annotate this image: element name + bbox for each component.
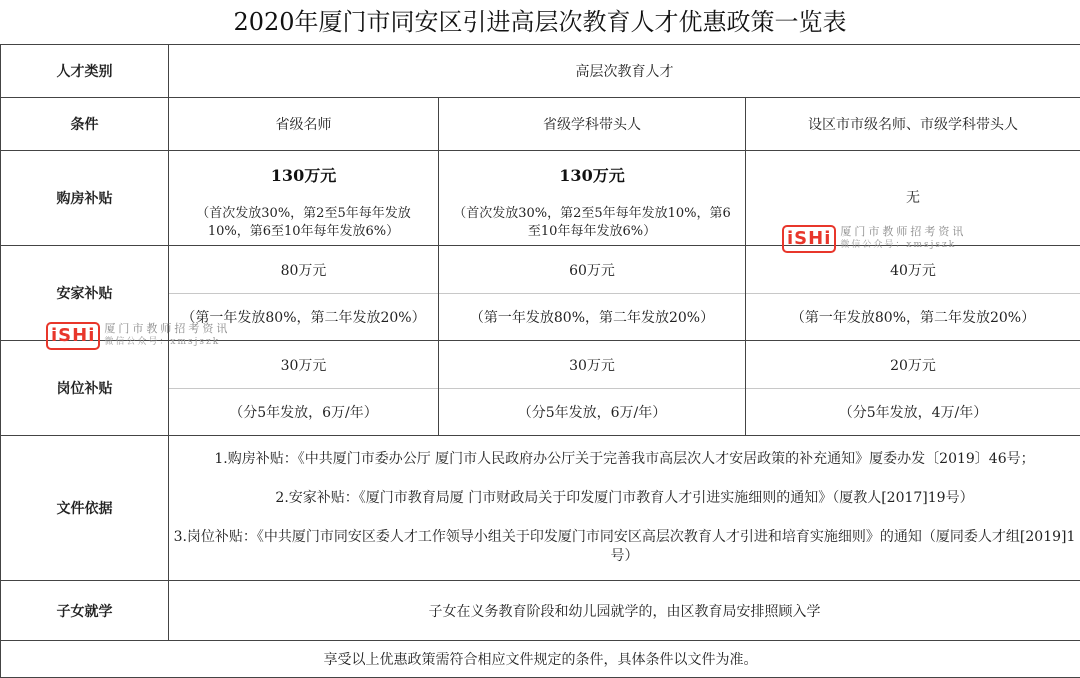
table-row-settle xyxy=(1,246,1080,341)
housing-amount: 130万元 xyxy=(439,165,745,187)
settle-label: 安家补贴 xyxy=(1,246,169,341)
watermark-line2: 微信公众号：xmsjszk xyxy=(840,239,966,251)
post-note: （分5年发放，6万/年） xyxy=(169,388,438,435)
table-row-housing xyxy=(1,151,1080,246)
housing-note: （首次发放30%，第2至5年每年发放10%，第6至10年每年发放6%） xyxy=(449,205,735,241)
condition-label: 条件 xyxy=(1,98,169,151)
table-row-documents xyxy=(1,436,1080,581)
document-item: 1.购房补贴：《中共厦门市委办公厅 厦门市人民政府办公厅关于完善我市高层次人才安居政策的补充通知》厦委办发〔2019〕46号； xyxy=(169,450,1080,469)
page-title: 2020年厦门市同安区引进高层次教育人才优惠政策一览表 xyxy=(0,0,1080,44)
documents-label: 文件依据 xyxy=(1,436,169,581)
table-row-children xyxy=(1,581,1080,641)
post-cell xyxy=(746,341,1080,436)
housing-note: （首次发放30%，第2至5年每年发放10%，第6至10年每年发放6%） xyxy=(179,205,428,241)
post-label: 岗位补贴 xyxy=(1,341,169,436)
post-amount: 30万元 xyxy=(439,341,745,389)
post-cell xyxy=(439,341,746,436)
condition-provincial-leader: 省级学科带头人 xyxy=(439,98,746,151)
table-row-condition xyxy=(1,98,1080,151)
post-note: （分5年发放，4万/年） xyxy=(746,388,1080,435)
settle-amount: 80万元 xyxy=(169,246,438,294)
housing-cell xyxy=(169,151,439,246)
watermark-logo: iSHi xyxy=(782,225,836,253)
children-label: 子女就学 xyxy=(1,581,169,641)
documents-cell xyxy=(169,436,1080,581)
settle-cell xyxy=(439,246,746,341)
settle-note: （第一年发放80%，第二年发放20%） xyxy=(169,293,438,340)
table-row-category xyxy=(1,45,1080,98)
settle-cell xyxy=(169,246,439,341)
settle-cell xyxy=(746,246,1080,341)
settle-note: （第一年发放80%，第二年发放20%） xyxy=(439,293,745,340)
condition-city-level: 设区市市级名师、市级学科带头人 xyxy=(746,98,1080,151)
policy-table xyxy=(0,44,1080,678)
housing-cell xyxy=(439,151,746,246)
watermark-line2: 微信公众号：xmsjszk xyxy=(104,336,230,348)
post-note: （分5年发放，6万/年） xyxy=(439,388,745,435)
document-item: 2.安家补贴：《厦门市教育局厦 门市财政局关于印发厦门市教育人才引进实施细则的通知》（厦教人[2017]19号） xyxy=(169,489,1080,508)
settle-amount: 60万元 xyxy=(439,246,745,294)
category-value: 高层次教育人才 xyxy=(169,45,1080,98)
watermark-logo: iSHi xyxy=(46,322,100,350)
condition-provincial-teacher: 省级名师 xyxy=(169,98,439,151)
housing-label: 购房补贴 xyxy=(1,151,169,246)
settle-note: （第一年发放80%，第二年发放20%） xyxy=(746,293,1080,340)
housing-none: 无 xyxy=(746,187,1080,207)
post-cell xyxy=(169,341,439,436)
table-row-footnote xyxy=(1,641,1080,678)
watermark-line1: 厦门市教师招考资讯 xyxy=(104,322,230,336)
settle-amount: 40万元 xyxy=(746,246,1080,294)
footnote: 享受以上优惠政策需符合相应文件规定的条件，具体条件以文件为准。 xyxy=(1,641,1080,678)
post-amount: 30万元 xyxy=(169,341,438,389)
children-value: 子女在义务教育阶段和幼儿园就学的，由区教育局安排照顾入学 xyxy=(169,581,1080,641)
housing-amount: 130万元 xyxy=(169,165,438,187)
housing-cell xyxy=(746,151,1080,246)
document-item: 3.岗位补贴：《中共厦门市同安区委人才工作领导小组关于印发厦门市同安区高层次教育人才引进和培育实施细则》的通知（厦同委人才组[2019]1号） xyxy=(169,528,1080,566)
post-amount: 20万元 xyxy=(746,341,1080,389)
table-row-post xyxy=(1,341,1080,436)
watermark-line1: 厦门市教师招考资讯 xyxy=(840,225,966,239)
category-label: 人才类别 xyxy=(1,45,169,98)
